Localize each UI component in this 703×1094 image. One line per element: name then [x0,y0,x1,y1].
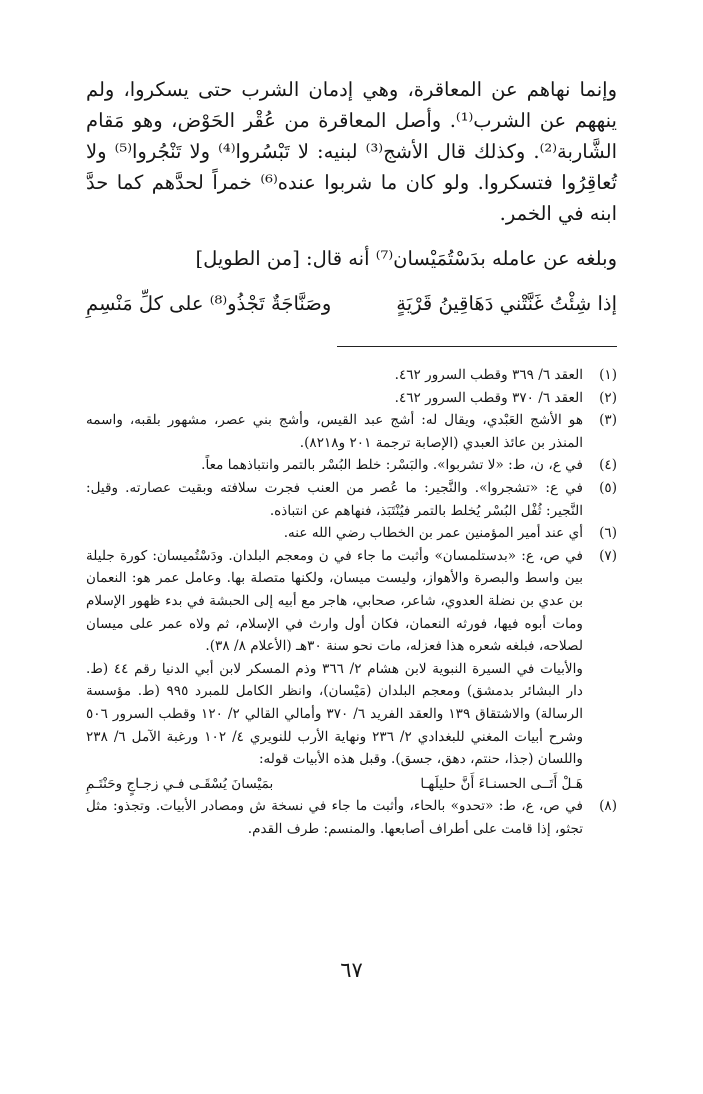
footnote-text: في ص، ع: «بدستلمسان» وأثبت ما جاء في ن ومعجم البلدان. ودَسْتُميسان: كورة جليلة بين واسط والبصرة والأهواز، وليست ميسان، ولكنها متصلة بها. وعامل عمر هو: النعمان بن عدي بن نضلة العدوي، شاعر، صحابي، هاجر مع أبيه إلى الحبشة في بدء ظهور الإسلام ومات أبوه فيها، فورثه النعمان، فكان أول وارث في الإسلام، ثم ولاه عمر على ميسان لصلاحه، فبلغه شعره هذا فعزله، مات نحو سنة ٣٠هـ (الأعلام ٨/ ٣٨). [86,547,583,655]
footnote [86,522,617,545]
footnote-verse [86,773,617,796]
footnotes [86,364,617,840]
footnote-verse-first-hemistich: هَـلْ أَتَــى الحسنـاءَ أَنَّ حليلَهـا [420,775,583,792]
paragraph-main: وإنما نهاهم عن المعاقرة، وهي إدمان الشرب حتى يسكروا، ولم ينههم عن الشرب⁽¹⁾. وأصل المعاقرة من عُقْر الحَوْض، وهو مَقام الشَّاربة⁽²⁾. وكذلك قال الأشج⁽³⁾ لبنيه: لا تَبْسُروا⁽⁴⁾ ولا تَنْجُروا⁽⁵⁾ ولا تُعاقِرُوا فتسكروا. ولو كان ما شربوا عنده⁽⁶⁾ خمراً لحدَّهم كما حدَّ ابنه في الخمر. [86,78,618,225]
footnote-number: (٧) [599,547,617,564]
footnote-text: أي عند أمير المؤمنين عمر بن الخطاب رضي الله عنه. [283,525,583,542]
verse-second-hemistich: وصَنَّاجَةٌ تَجْذُو⁽⁸⁾ على كلِّ مَنْسِمِ [86,292,332,315]
footnote-text: هو الأشج العَبْدي، ويقال له: أشج عبد القيس، وأشج بني عصر، مشهور بلقبه، واسمه المنذر بن عائذ العبدي (الإصابة ترجمة ٢٠١ و٨٢١٨). [86,412,583,451]
footnote [86,454,617,477]
footnote-continuation [86,658,617,771]
footnote-text: والأبيات في السيرة النبوية لابن هشام ٢/ ٣٦٦ وذم المسكر لابن أبي الدنيا رقم ٤٤ (ط. دار البشائر بدمشق) ومعجم البلدان (مَيْسان)، وانظر الكامل للمبرد ٩٩٥ (ط. مؤسسة الرسالة) والاشتقاق ١٣٩ والعقد الفريد ٦/ ٣٧٠ وأمالي القالي ٢/ ١٢٠ وقطب السرور ٥٠٦ وشرح أبيات المغني للبغدادي ٢/ ٢٣٦ ونهاية الأرب للنويري ٤/ ١٠٢ ورغبة الآمل ٦/ ٢٣٨ واللسان (جذا، حنتم، دهق، جسق). وقبل هذه الأبيات قوله: [86,660,584,768]
footnote-number: (٣) [599,412,617,429]
footnote-text: في ص، ع، ط: «تحدو» بالحاء، وأثبت ما جاء في نسخة ش ومصادر الأبيات. وتجذو: مثل تجثو، إذا قامت على أطراف أصابعها. والمنسم: طرف القدم. [86,798,583,837]
footnote [86,409,617,454]
footnote [86,364,617,387]
footnote-number: (٥) [599,479,617,496]
paragraph-verse-intro: وبلغه عن عامله بدَسْتُمَيْسان⁽⁷⁾ أنه قال: [من الطويل] [195,247,617,270]
footnote-verse-second-hemistich: بمَيْسانَ يُسْقَـى فـي زجـاجٍ وحَنْتَـمِ [86,775,274,792]
footnote-number: (٢) [599,389,617,406]
main-text [86,74,617,274]
footnote-number: (٦) [599,525,617,542]
footnote-number: (١) [599,367,617,383]
poem-verse [86,288,617,320]
footnote-number [583,658,617,771]
footnote-number: (٨) [599,798,617,815]
footnote-number: (٤) [599,457,617,474]
footnote [86,387,617,410]
footnote-text: العقد ٦/ ٣٦٩ وقطب السرور ٤٦٢. [394,367,583,383]
verse-first-hemistich: إذا شِئْتُ غَنَّتْني دَهَاقِينُ قَرْيَةٍ [396,292,617,315]
footnote-text: في ع: «تشجروا». والنَّجير: ما عُصر من العنب فجرت سلافته وبقيت عصارته. وقيل: النَّجير: ثُفْل البُسْر يُخلط بالتمر فيُنْتَبَذ، فنهاهم عن انتباذه. [86,479,583,519]
footnote-separator [337,346,617,347]
footnote-text: في ع، ن، ط: «لا تشربوا». والبَسْر: خلط البُسْر بالتمر وانتباذهما معاً. [201,457,583,474]
footnote [86,545,617,658]
footnote-text: العقد ٦/ ٣٧٠ وقطب السرور ٤٦٢. [394,389,583,406]
footnote [86,477,617,522]
footnote [86,795,617,840]
page-number: ٦٧ [340,958,363,982]
